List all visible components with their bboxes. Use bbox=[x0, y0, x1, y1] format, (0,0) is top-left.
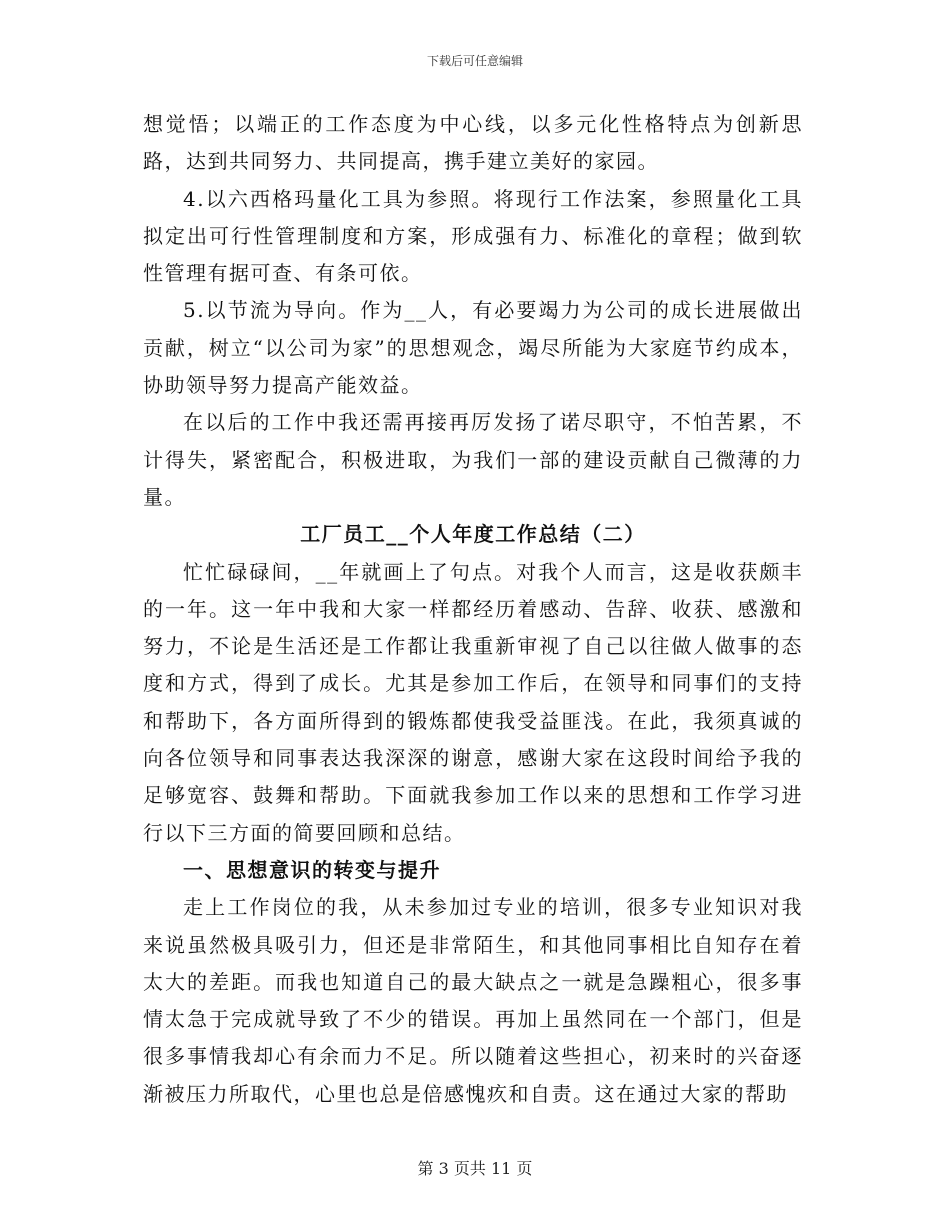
paragraph-item-4: 4.以六西格玛量化工具为参照。将现行工作法案，参照量化工具拟定出可行性管理制度和方案，形成强有力、标准化的章程；做到软性管理有据可查、有条可依。 bbox=[143, 186, 803, 286]
document-title: 工厂员工__个人年度工作总结（二） bbox=[300, 522, 646, 547]
page-header: 下载后可任意编辑 bbox=[426, 54, 523, 68]
document-body bbox=[143, 106, 803, 1113]
paragraph-intro: 忙忙碌碌间，__年就画上了句点。对我个人而言，这是收获颇丰的一年。这一年中我和大家一样都经历着感动、告辞、收获、感激和努力，不论是生活还是工作都让我重新审视了自己以往做人做事的态度和方式，得到了成长。尤其是参加工作后，在领导和同事们的支持和帮助下，各方面所得到的锻炼都使我受益匪浅。在此，我须真诚的向各位领导和同事表达我深深的谢意，感谢大家在这段时间给予我的足够宽容、鼓舞和帮助。下面就我参加工作以来的思想和工作学习进行以下三方面的简要回顾和总结。 bbox=[143, 559, 803, 845]
paragraph-item-5: 5.以节流为导向。作为__人，有必要竭力为公司的成长进展做出贡献，树立“以公司为家”的思想观念，竭尽所能为大家庭节约成本，协助领导努力提高产能效益。 bbox=[143, 298, 803, 398]
paragraph-continuation: 想觉悟；以端正的工作态度为中心线，以多元化性格特点为创新思路，达到共同努力、共同提高，携手建立美好的家园。 bbox=[143, 112, 803, 174]
section-heading: 一、思想意识的转变与提升 bbox=[183, 857, 441, 882]
paragraph-closing: 在以后的工作中我还需再接再厉发扬了诺尽职守，不怕苦累，不计得失，紧密配合，积极进取，为我们一部的建设贡献自己微薄的力量。 bbox=[143, 410, 803, 509]
paragraph-section-1: 走上工作岗位的我，从未参加过专业的培训，很多专业知识对我来说虽然极具吸引力，但还是非常陌生，和其他同事相比自知存在着太大的差距。而我也知道自己的最大缺点之一就是急躁粗心，很多事情太急于完成就导致了不少的错误。再加上虽然同在一个部门，但是很多事情我却心有余而力不足。所以随着这些担心，初来时的兴奋逐渐被压力所取代，心里也总是倍感愧疚和自责。这在通过大家的帮助 bbox=[143, 895, 803, 1106]
page-number: 第 3 页共 11 页 bbox=[417, 1159, 533, 1178]
